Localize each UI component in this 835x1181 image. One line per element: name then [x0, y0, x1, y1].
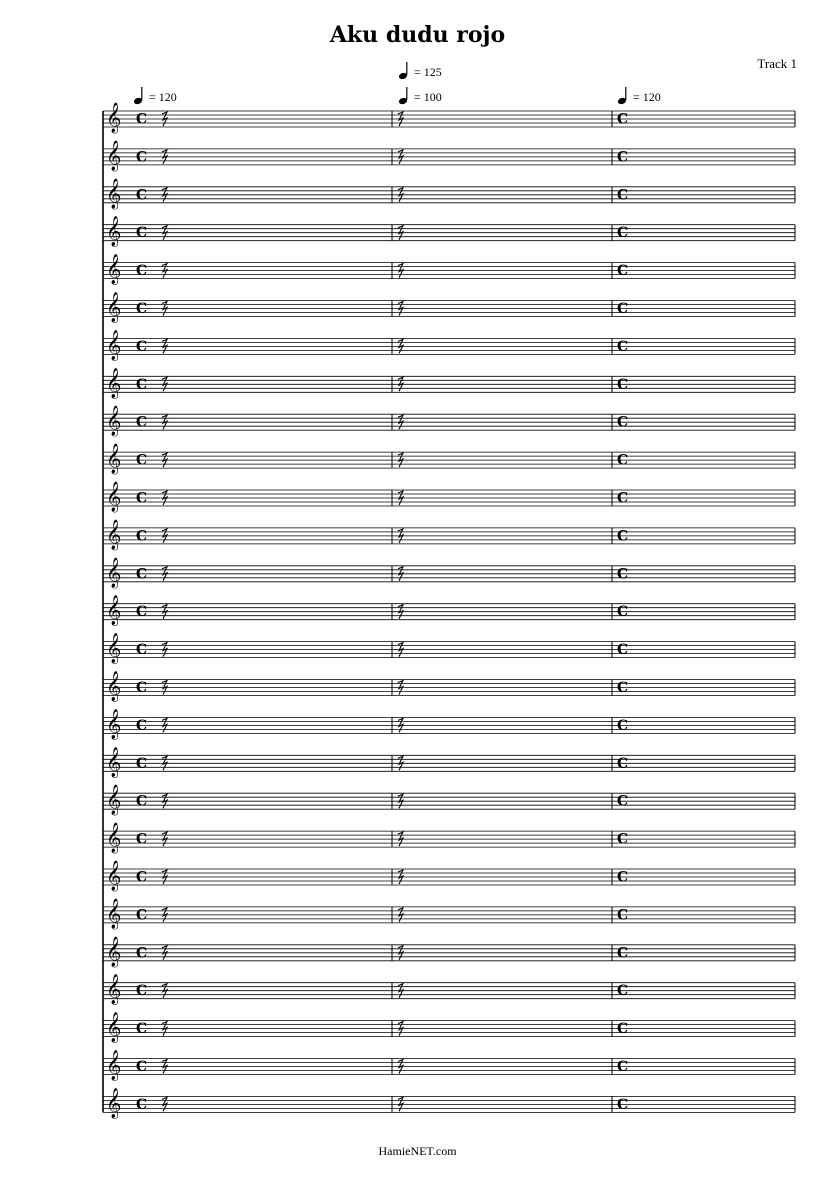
time-signature: C — [136, 831, 148, 848]
treble-clef-icon: 𝄞 — [106, 406, 122, 437]
treble-clef-icon: 𝄞 — [106, 1012, 122, 1043]
time-signature: C — [136, 376, 148, 393]
time-signature: C — [136, 717, 148, 734]
track-label: Track 1 — [757, 56, 797, 71]
treble-clef-icon: 𝄞 — [106, 444, 122, 475]
time-signature: C — [136, 528, 148, 545]
time-signature: C — [136, 642, 148, 659]
staff — [103, 292, 795, 324]
time-signature: C — [617, 187, 629, 204]
time-signature: C — [136, 604, 148, 621]
staff — [103, 671, 795, 703]
staff — [103, 1012, 795, 1044]
staff — [103, 746, 795, 778]
staff — [103, 1050, 795, 1082]
time-signature: C — [136, 490, 148, 507]
tempo-label-2: = 125 — [414, 65, 442, 79]
staff — [103, 140, 795, 172]
treble-clef-icon: 𝄞 — [106, 292, 122, 323]
tempo-label-3: = 100 — [414, 90, 442, 104]
time-signature: C — [617, 376, 629, 393]
treble-clef-icon: 𝄞 — [106, 1088, 122, 1119]
staff — [103, 860, 795, 892]
treble-clef-icon: 𝄞 — [106, 1050, 122, 1081]
treble-clef-icon: 𝄞 — [106, 823, 122, 854]
time-signature: C — [617, 301, 629, 317]
time-signature: C — [136, 1096, 148, 1113]
time-signature: C — [617, 604, 629, 621]
time-signature: C — [617, 566, 629, 583]
time-signature: C — [617, 793, 629, 810]
time-signature: C — [617, 983, 629, 1000]
staff — [103, 708, 795, 740]
treble-clef-icon: 𝄞 — [106, 709, 122, 740]
staff — [103, 519, 795, 551]
time-signature: C — [617, 755, 629, 772]
tempo-label-4: = 120 — [633, 90, 661, 104]
time-signature: C — [617, 111, 629, 128]
time-signature: C — [136, 338, 148, 355]
treble-clef-icon: 𝄞 — [106, 482, 122, 512]
time-signature: C — [136, 945, 148, 962]
time-signature: C — [617, 680, 629, 696]
time-signature: C — [136, 111, 148, 128]
treble-clef-icon: 𝄞 — [106, 254, 122, 285]
staff — [103, 557, 795, 589]
staff — [103, 595, 795, 627]
treble-clef-icon: 𝄞 — [106, 671, 122, 702]
time-signature: C — [617, 225, 629, 242]
staff — [103, 329, 795, 361]
treble-clef-icon: 𝄞 — [106, 898, 122, 929]
time-signature: C — [136, 680, 148, 696]
time-signature: C — [617, 149, 629, 166]
treble-clef-icon: 𝄞 — [106, 216, 122, 247]
time-signature: C — [136, 452, 148, 469]
time-signature: C — [136, 793, 148, 810]
time-signature: C — [617, 263, 629, 280]
treble-clef-icon: 𝄞 — [106, 595, 122, 626]
treble-clef-icon: 𝄞 — [106, 633, 122, 664]
treble-clef-icon: 𝄞 — [106, 936, 122, 967]
tempo-label-1: = 120 — [149, 90, 177, 104]
time-signature: C — [136, 263, 148, 280]
time-signature: C — [136, 1021, 148, 1038]
staff — [103, 633, 795, 665]
treble-clef-icon: 𝄞 — [106, 140, 122, 171]
time-signature: C — [617, 1059, 629, 1075]
staff — [103, 784, 795, 816]
staff — [103, 822, 795, 854]
treble-clef-icon: 𝄞 — [106, 861, 122, 891]
time-signature: C — [617, 414, 629, 431]
staff — [103, 254, 795, 286]
time-signature: C — [136, 414, 148, 431]
time-signature: C — [136, 1059, 148, 1075]
time-signature: C — [617, 338, 629, 355]
time-signature: C — [617, 642, 629, 659]
time-signature: C — [617, 452, 629, 469]
time-signature: C — [617, 945, 629, 962]
time-signature: C — [617, 717, 629, 734]
treble-clef-icon: 𝄞 — [106, 330, 122, 361]
footer-credit: HamieNET.com — [378, 1144, 457, 1158]
staff — [103, 1087, 795, 1119]
time-signature: C — [617, 1096, 629, 1113]
treble-clef-icon: 𝄞 — [106, 519, 122, 550]
time-signature: C — [617, 831, 629, 848]
time-signature: C — [136, 566, 148, 583]
treble-clef-icon: 𝄞 — [106, 368, 122, 399]
treble-clef-icon: 𝄞 — [106, 557, 122, 588]
time-signature: C — [136, 907, 148, 924]
treble-clef-icon: 𝄞 — [106, 974, 122, 1005]
time-signature: C — [136, 187, 148, 204]
treble-clef-icon: 𝄞 — [106, 747, 122, 778]
time-signature: C — [136, 755, 148, 772]
staff — [103, 898, 795, 930]
time-signature: C — [617, 490, 629, 507]
staff — [103, 443, 795, 475]
time-signature: C — [136, 225, 148, 242]
treble-clef-icon: 𝄞 — [106, 178, 122, 209]
staff — [103, 102, 795, 134]
staff — [103, 481, 795, 513]
time-signature: C — [136, 983, 148, 1000]
time-signature: C — [136, 869, 148, 886]
staff — [103, 974, 795, 1006]
time-signature: C — [617, 1021, 629, 1038]
time-signature: C — [136, 149, 148, 166]
time-signature: C — [617, 528, 629, 545]
staff — [103, 216, 795, 248]
staff — [103, 936, 795, 968]
staff — [103, 405, 795, 437]
time-signature: C — [617, 869, 629, 886]
time-signature: C — [136, 301, 148, 317]
time-signature: C — [617, 907, 629, 924]
staff — [103, 367, 795, 399]
score-title: Aku dudu rojo — [329, 22, 506, 48]
staff — [103, 178, 795, 210]
treble-clef-icon: 𝄞 — [106, 103, 122, 133]
treble-clef-icon: 𝄞 — [106, 785, 122, 816]
